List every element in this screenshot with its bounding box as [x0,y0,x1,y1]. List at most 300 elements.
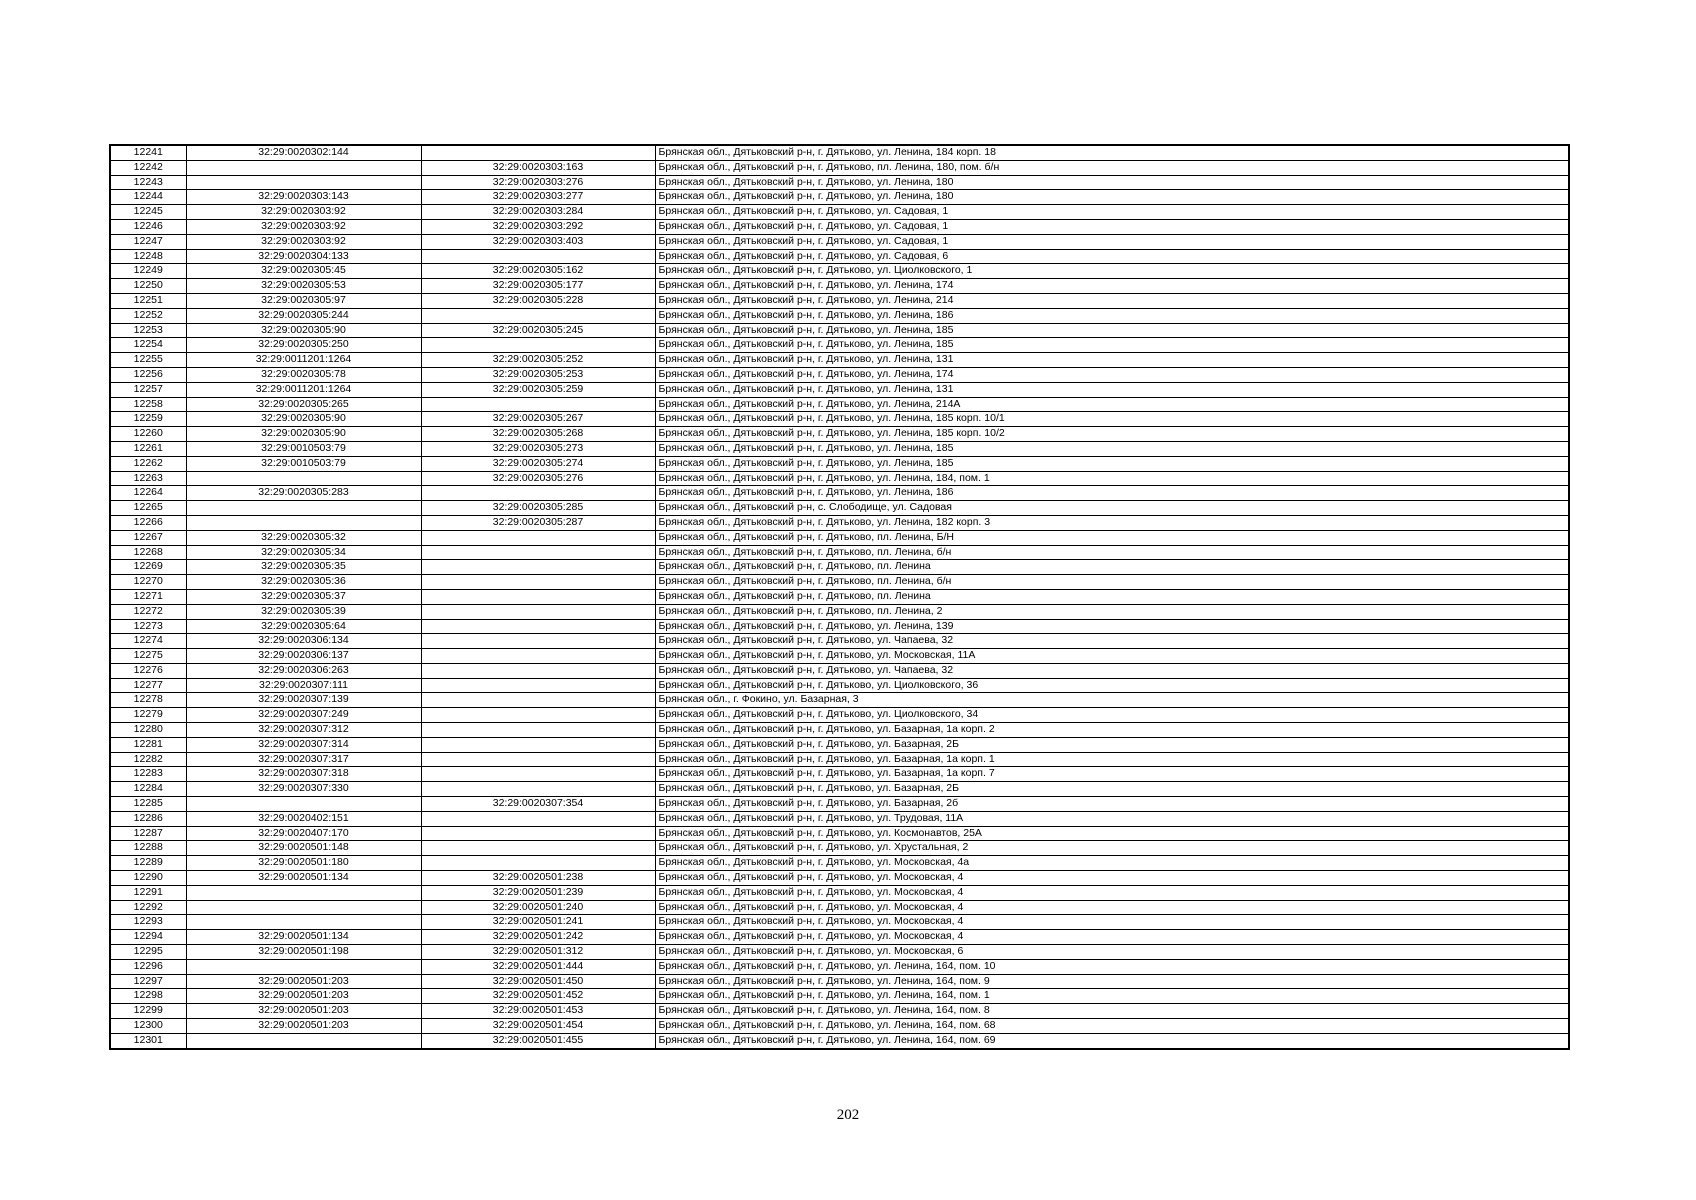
address-cell: Брянская обл., Дятьковский р-н, г. Дятьково, ул. Ленина, 164, пом. 69 [655,1033,1569,1048]
address-cell: Брянская обл., Дятьковский р-н, г. Дятьково, ул. Ленина, 185 корп. 10/1 [655,412,1569,427]
row-number-cell: 12257 [110,382,186,397]
object-cadastral-number-cell [421,782,655,797]
address-cell: Брянская обл., Дятьковский р-н, г. Дятьково, ул. Циолковского, 36 [655,678,1569,693]
land-cadastral-number-cell: 32:29:0011201:1264 [186,353,421,368]
object-cadastral-number-cell [421,752,655,767]
row-number-cell: 12260 [110,427,186,442]
object-cadastral-number-cell: 32:29:0020305:162 [421,264,655,279]
object-cadastral-number-cell: 32:29:0020305:285 [421,501,655,516]
object-cadastral-number-cell: 32:29:0020501:450 [421,974,655,989]
address-cell: Брянская обл., Дятьковский р-н, г. Дятьково, пл. Ленина, 2 [655,604,1569,619]
row-number-cell: 12281 [110,737,186,752]
land-cadastral-number-cell: 32:29:0020304:133 [186,249,421,264]
address-cell: Брянская обл., Дятьковский р-н, г. Дятьково, пл. Ленина [655,589,1569,604]
land-cadastral-number-cell [186,175,421,190]
land-cadastral-number-cell: 32:29:0020306:263 [186,663,421,678]
land-cadastral-number-cell: 32:29:0020305:250 [186,338,421,353]
address-cell: Брянская обл., Дятьковский р-н, г. Дятьково, ул. Ленина, 184 корп. 18 [655,145,1569,160]
table-row [110,708,1569,723]
table-row [110,501,1569,516]
address-cell: Брянская обл., Дятьковский р-н, г. Дятьково, ул. Ленина, 180 [655,175,1569,190]
row-number-cell: 12289 [110,856,186,871]
row-number-cell: 12279 [110,708,186,723]
land-cadastral-number-cell [186,501,421,516]
object-cadastral-number-cell [421,397,655,412]
land-cadastral-number-cell: 32:29:0020305:90 [186,427,421,442]
object-cadastral-number-cell: 32:29:0020305:287 [421,515,655,530]
address-cell: Брянская обл., Дятьковский р-н, г. Дятьково, ул. Московская, 4 [655,915,1569,930]
object-cadastral-number-cell: 32:29:0020501:238 [421,871,655,886]
land-cadastral-number-cell: 32:29:0020305:53 [186,279,421,294]
object-cadastral-number-cell: 32:29:0020501:444 [421,959,655,974]
address-cell: Брянская обл., Дятьковский р-н, г. Дятьково, ул. Ленина, 185 [655,323,1569,338]
address-cell: Брянская обл., Дятьковский р-н, г. Дятьково, ул. Базарная, 2Б [655,737,1569,752]
row-number-cell: 12241 [110,145,186,160]
table-row [110,723,1569,738]
address-cell: Брянская обл., Дятьковский р-н, г. Дятьково, ул. Московская, 4а [655,856,1569,871]
object-cadastral-number-cell: 32:29:0020501:452 [421,989,655,1004]
table-row [110,427,1569,442]
land-cadastral-number-cell: 32:29:0020307:317 [186,752,421,767]
table-row [110,353,1569,368]
land-cadastral-number-cell: 32:29:0020501:134 [186,930,421,945]
row-number-cell: 12299 [110,1004,186,1019]
table-row [110,1004,1569,1019]
object-cadastral-number-cell: 32:29:0020305:253 [421,367,655,382]
table-row [110,811,1569,826]
object-cadastral-number-cell: 32:29:0020303:277 [421,190,655,205]
address-cell: Брянская обл., Дятьковский р-н, г. Дятьково, ул. Садовая, 1 [655,219,1569,234]
table-row [110,930,1569,945]
table-row [110,841,1569,856]
land-cadastral-number-cell: 32:29:0020303:92 [186,234,421,249]
row-number-cell: 12274 [110,634,186,649]
row-number-cell: 12271 [110,589,186,604]
row-number-cell: 12293 [110,915,186,930]
address-cell: Брянская обл., Дятьковский р-н, г. Дятьково, пл. Ленина, 180, пом. б/н [655,160,1569,175]
address-cell: Брянская обл., Дятьковский р-н, г. Дятьково, пл. Ленина, б/н [655,575,1569,590]
table-row [110,323,1569,338]
address-cell: Брянская обл., Дятьковский р-н, г. Дятьково, ул. Ленина, 139 [655,619,1569,634]
address-cell: Брянская обл., Дятьковский р-н, г. Дятьково, ул. Базарная, 1а корп. 7 [655,767,1569,782]
object-cadastral-number-cell [421,723,655,738]
object-cadastral-number-cell [421,308,655,323]
object-cadastral-number-cell: 32:29:0020501:454 [421,1019,655,1034]
table-row [110,279,1569,294]
row-number-cell: 12264 [110,486,186,501]
address-cell: Брянская обл., Дятьковский р-н, г. Дятьково, ул. Московская, 4 [655,871,1569,886]
land-cadastral-number-cell: 32:29:0020305:35 [186,560,421,575]
object-cadastral-number-cell [421,767,655,782]
row-number-cell: 12266 [110,515,186,530]
table-row [110,575,1569,590]
address-cell: Брянская обл., Дятьковский р-н, г. Дятьково, ул. Садовая, 6 [655,249,1569,264]
table-row [110,205,1569,220]
table-row [110,545,1569,560]
object-cadastral-number-cell: 32:29:0020305:177 [421,279,655,294]
address-cell: Брянская обл., Дятьковский р-н, г. Дятьково, ул. Ленина, 174 [655,367,1569,382]
land-cadastral-number-cell: 32:29:0020306:137 [186,649,421,664]
land-cadastral-number-cell: 32:29:0020307:139 [186,693,421,708]
row-number-cell: 12290 [110,871,186,886]
table-row [110,293,1569,308]
address-cell: Брянская обл., Дятьковский р-н, г. Дятьково, ул. Базарная, 2Б [655,782,1569,797]
row-number-cell: 12242 [110,160,186,175]
row-number-cell: 12259 [110,412,186,427]
land-cadastral-number-cell: 32:29:0020305:90 [186,412,421,427]
land-cadastral-number-cell: 32:29:0020307:318 [186,767,421,782]
address-cell: Брянская обл., Дятьковский р-н, г. Дятьково, ул. Ленина, 184, пом. 1 [655,471,1569,486]
address-cell: Брянская обл., Дятьковский р-н, г. Дятьково, ул. Ленина, 185 [655,441,1569,456]
object-cadastral-number-cell [421,589,655,604]
land-cadastral-number-cell [186,160,421,175]
table-row [110,915,1569,930]
land-cadastral-number-cell: 32:29:0020305:90 [186,323,421,338]
row-number-cell: 12270 [110,575,186,590]
object-cadastral-number-cell: 32:29:0020305:276 [421,471,655,486]
address-cell: Брянская обл., Дятьковский р-н, г. Дятьково, ул. Ленина, 186 [655,486,1569,501]
table-row [110,145,1569,160]
land-cadastral-number-cell: 32:29:0020305:37 [186,589,421,604]
object-cadastral-number-cell: 32:29:0020303:292 [421,219,655,234]
table-row [110,856,1569,871]
land-cadastral-number-cell [186,959,421,974]
table-row [110,486,1569,501]
object-cadastral-number-cell: 32:29:0020501:241 [421,915,655,930]
table-row [110,471,1569,486]
row-number-cell: 12298 [110,989,186,1004]
land-cadastral-number-cell: 32:29:0020501:203 [186,989,421,1004]
address-cell: Брянская обл., Дятьковский р-н, г. Дятьково, ул. Ленина, 180 [655,190,1569,205]
row-number-cell: 12250 [110,279,186,294]
row-number-cell: 12252 [110,308,186,323]
object-cadastral-number-cell: 32:29:0020303:276 [421,175,655,190]
table-row [110,338,1569,353]
row-number-cell: 12243 [110,175,186,190]
table-row [110,249,1569,264]
table-row [110,441,1569,456]
object-cadastral-number-cell: 32:29:0020305:259 [421,382,655,397]
object-cadastral-number-cell [421,663,655,678]
row-number-cell: 12263 [110,471,186,486]
address-cell: Брянская обл., Дятьковский р-н, г. Дятьково, ул. Ленина, 131 [655,353,1569,368]
table-row [110,560,1569,575]
address-cell: Брянская обл., Дятьковский р-н, г. Дятьково, ул. Ленина, 185 [655,338,1569,353]
table-row [110,974,1569,989]
address-cell: Брянская обл., Дятьковский р-н, г. Дятьково, ул. Московская, 4 [655,900,1569,915]
row-number-cell: 12285 [110,797,186,812]
row-number-cell: 12295 [110,945,186,960]
object-cadastral-number-cell: 32:29:0020305:252 [421,353,655,368]
table-row [110,663,1569,678]
object-cadastral-number-cell: 32:29:0020501:239 [421,885,655,900]
address-cell: Брянская обл., Дятьковский р-н, г. Дятьково, ул. Садовая, 1 [655,234,1569,249]
address-cell: Брянская обл., Дятьковский р-н, г. Дятьково, ул. Ленина, 185 корп. 10/2 [655,427,1569,442]
object-cadastral-number-cell [421,693,655,708]
address-cell: Брянская обл., Дятьковский р-н, г. Дятьково, ул. Ленина, 185 [655,456,1569,471]
row-number-cell: 12273 [110,619,186,634]
address-cell: Брянская обл., Дятьковский р-н, г. Дятьково, ул. Московская, 11А [655,649,1569,664]
land-cadastral-number-cell: 32:29:0020305:97 [186,293,421,308]
table-row [110,367,1569,382]
land-cadastral-number-cell: 32:29:0020305:39 [186,604,421,619]
land-cadastral-number-cell: 32:29:0020307:330 [186,782,421,797]
object-cadastral-number-cell [421,604,655,619]
land-cadastral-number-cell: 32:29:0020307:314 [186,737,421,752]
row-number-cell: 12284 [110,782,186,797]
object-cadastral-number-cell: 32:29:0020305:267 [421,412,655,427]
table-row [110,219,1569,234]
address-cell: Брянская обл., Дятьковский р-н, г. Дятьково, ул. Ленина, 164, пом. 9 [655,974,1569,989]
object-cadastral-number-cell: 32:29:0020303:403 [421,234,655,249]
address-cell: Брянская обл., Дятьковский р-н, г. Дятьково, ул. Ленина, 131 [655,382,1569,397]
table-row [110,1033,1569,1048]
address-cell: Брянская обл., Дятьковский р-н, г. Дятьково, ул. Ленина, 214А [655,397,1569,412]
object-cadastral-number-cell [421,575,655,590]
object-cadastral-number-cell [421,649,655,664]
land-cadastral-number-cell: 32:29:0020407:170 [186,826,421,841]
land-cadastral-number-cell [186,515,421,530]
land-cadastral-number-cell: 32:29:0020303:92 [186,205,421,220]
row-number-cell: 12277 [110,678,186,693]
address-cell: Брянская обл., Дятьковский р-н, г. Дятьково, ул. Московская, 4 [655,930,1569,945]
row-number-cell: 12253 [110,323,186,338]
table-row [110,767,1569,782]
object-cadastral-number-cell: 32:29:0020303:284 [421,205,655,220]
row-number-cell: 12246 [110,219,186,234]
row-number-cell: 12291 [110,885,186,900]
address-cell: Брянская обл., Дятьковский р-н, г. Дятьково, ул. Базарная, 1а корп. 1 [655,752,1569,767]
table-row [110,175,1569,190]
row-number-cell: 12296 [110,959,186,974]
address-cell: Брянская обл., Дятьковский р-н, г. Дятьково, пл. Ленина [655,560,1569,575]
object-cadastral-number-cell [421,708,655,723]
row-number-cell: 12262 [110,456,186,471]
row-number-cell: 12301 [110,1033,186,1048]
address-cell: Брянская обл., Дятьковский р-н, г. Дятьково, ул. Ленина, 164, пом. 8 [655,1004,1569,1019]
land-cadastral-number-cell: 32:29:0020307:111 [186,678,421,693]
row-number-cell: 12268 [110,545,186,560]
land-cadastral-number-cell: 32:29:0020305:34 [186,545,421,560]
address-cell: Брянская обл., Дятьковский р-н, г. Дятьково, ул. Ленина, 182 корп. 3 [655,515,1569,530]
object-cadastral-number-cell: 32:29:0020501:242 [421,930,655,945]
land-cadastral-number-cell: 32:29:0020305:78 [186,367,421,382]
table-row [110,634,1569,649]
row-number-cell: 12251 [110,293,186,308]
table-row [110,989,1569,1004]
address-cell: Брянская обл., Дятьковский р-н, г. Дятьково, ул. Базарная, 1а корп. 2 [655,723,1569,738]
address-cell: Брянская обл., Дятьковский р-н, г. Дятьково, пл. Ленина, б/н [655,545,1569,560]
object-cadastral-number-cell [421,634,655,649]
table-row [110,782,1569,797]
table-row [110,826,1569,841]
row-number-cell: 12265 [110,501,186,516]
object-cadastral-number-cell [421,486,655,501]
row-number-cell: 12272 [110,604,186,619]
row-number-cell: 12254 [110,338,186,353]
object-cadastral-number-cell [421,826,655,841]
land-cadastral-number-cell [186,915,421,930]
table-row [110,515,1569,530]
land-cadastral-number-cell: 32:29:0020501:148 [186,841,421,856]
table-row [110,752,1569,767]
land-cadastral-number-cell: 32:29:0020306:134 [186,634,421,649]
land-cadastral-number-cell: 32:29:0020501:198 [186,945,421,960]
table-row [110,456,1569,471]
address-cell: Брянская обл., Дятьковский р-н, г. Дятьково, ул. Ленина, 164, пом. 68 [655,1019,1569,1034]
table-row [110,693,1569,708]
object-cadastral-number-cell [421,530,655,545]
row-number-cell: 12278 [110,693,186,708]
land-cadastral-number-cell: 32:29:0011201:1264 [186,382,421,397]
row-number-cell: 12255 [110,353,186,368]
table-row [110,604,1569,619]
land-cadastral-number-cell: 32:29:0020305:265 [186,397,421,412]
address-cell: Брянская обл., Дятьковский р-н, г. Дятьково, ул. Московская, 6 [655,945,1569,960]
land-cadastral-number-cell: 32:29:0020501:203 [186,1004,421,1019]
land-cadastral-number-cell: 32:29:0020307:249 [186,708,421,723]
land-cadastral-number-cell: 32:29:0020501:203 [186,1019,421,1034]
table-row [110,959,1569,974]
row-number-cell: 12276 [110,663,186,678]
table-row [110,190,1569,205]
address-cell: Брянская обл., Дятьковский р-н, г. Дятьково, ул. Космонавтов, 25А [655,826,1569,841]
table-row [110,945,1569,960]
object-cadastral-number-cell [421,249,655,264]
object-cadastral-number-cell: 32:29:0020307:354 [421,797,655,812]
object-cadastral-number-cell: 32:29:0020501:453 [421,1004,655,1019]
object-cadastral-number-cell: 32:29:0020303:163 [421,160,655,175]
row-number-cell: 12300 [110,1019,186,1034]
row-number-cell: 12282 [110,752,186,767]
land-cadastral-number-cell: 32:29:0020307:312 [186,723,421,738]
table-row [110,885,1569,900]
land-cadastral-number-cell: 32:29:0020501:180 [186,856,421,871]
row-number-cell: 12287 [110,826,186,841]
table-row [110,308,1569,323]
table-row [110,160,1569,175]
table-row [110,264,1569,279]
land-cadastral-number-cell: 32:29:0020303:143 [186,190,421,205]
table-row [110,412,1569,427]
land-cadastral-number-cell: 32:29:0020305:36 [186,575,421,590]
object-cadastral-number-cell [421,811,655,826]
table-row [110,649,1569,664]
land-cadastral-number-cell: 32:29:0010503:79 [186,441,421,456]
land-cadastral-number-cell [186,797,421,812]
table-row [110,678,1569,693]
row-number-cell: 12283 [110,767,186,782]
land-cadastral-number-cell: 32:29:0020305:283 [186,486,421,501]
row-number-cell: 12292 [110,900,186,915]
row-number-cell: 12286 [110,811,186,826]
object-cadastral-number-cell [421,678,655,693]
table-row [110,871,1569,886]
object-cadastral-number-cell: 32:29:0020305:245 [421,323,655,338]
object-cadastral-number-cell [421,145,655,160]
registry-table [109,144,1570,1050]
address-cell: Брянская обл., Дятьковский р-н, г. Дятьково, ул. Циолковского, 1 [655,264,1569,279]
land-cadastral-number-cell: 32:29:0010503:79 [186,456,421,471]
object-cadastral-number-cell [421,737,655,752]
object-cadastral-number-cell [421,856,655,871]
row-number-cell: 12288 [110,841,186,856]
address-cell: Брянская обл., Дятьковский р-н, г. Дятьково, ул. Чапаева, 32 [655,634,1569,649]
object-cadastral-number-cell: 32:29:0020305:273 [421,441,655,456]
address-cell: Брянская обл., Дятьковский р-н, г. Дятьково, ул. Ленина, 164, пом. 1 [655,989,1569,1004]
row-number-cell: 12280 [110,723,186,738]
object-cadastral-number-cell: 32:29:0020305:274 [421,456,655,471]
land-cadastral-number-cell: 32:29:0020305:244 [186,308,421,323]
table-row [110,1019,1569,1034]
address-cell: Брянская обл., Дятьковский р-н, г. Дятьково, ул. Московская, 4 [655,885,1569,900]
row-number-cell: 12256 [110,367,186,382]
table-row [110,234,1569,249]
object-cadastral-number-cell: 32:29:0020501:455 [421,1033,655,1048]
object-cadastral-number-cell: 32:29:0020305:268 [421,427,655,442]
address-cell: Брянская обл., Дятьковский р-н, г. Дятьково, ул. Ленина, 174 [655,279,1569,294]
address-cell: Брянская обл., Дятьковский р-н, г. Дятьково, ул. Трудовая, 11А [655,811,1569,826]
address-cell: Брянская обл., Дятьковский р-н, г. Дятьково, ул. Циолковского, 34 [655,708,1569,723]
address-cell: Брянская обл., г. Фокино, ул. Базарная, 3 [655,693,1569,708]
row-number-cell: 12294 [110,930,186,945]
address-cell: Брянская обл., Дятьковский р-н, с. Слободище, ул. Садовая [655,501,1569,516]
row-number-cell: 12269 [110,560,186,575]
land-cadastral-number-cell [186,471,421,486]
page-number: 202 [836,1107,860,1123]
table-row [110,797,1569,812]
table-row [110,737,1569,752]
table-row [110,530,1569,545]
table-row [110,619,1569,634]
land-cadastral-number-cell: 32:29:0020302:144 [186,145,421,160]
table-row [110,900,1569,915]
land-cadastral-number-cell: 32:29:0020305:45 [186,264,421,279]
land-cadastral-number-cell: 32:29:0020402:151 [186,811,421,826]
row-number-cell: 12245 [110,205,186,220]
row-number-cell: 12258 [110,397,186,412]
address-cell: Брянская обл., Дятьковский р-н, г. Дятьково, ул. Ленина, 186 [655,308,1569,323]
object-cadastral-number-cell: 32:29:0020501:240 [421,900,655,915]
land-cadastral-number-cell: 32:29:0020303:92 [186,219,421,234]
object-cadastral-number-cell: 32:29:0020305:228 [421,293,655,308]
row-number-cell: 12267 [110,530,186,545]
address-cell: Брянская обл., Дятьковский р-н, г. Дятьково, ул. Садовая, 1 [655,205,1569,220]
address-cell: Брянская обл., Дятьковский р-н, г. Дятьково, ул. Ленина, 164, пом. 10 [655,959,1569,974]
land-cadastral-number-cell [186,900,421,915]
land-cadastral-number-cell: 32:29:0020501:203 [186,974,421,989]
row-number-cell: 12249 [110,264,186,279]
object-cadastral-number-cell [421,619,655,634]
object-cadastral-number-cell [421,841,655,856]
object-cadastral-number-cell: 32:29:0020501:312 [421,945,655,960]
address-cell: Брянская обл., Дятьковский р-н, г. Дятьково, ул. Хрустальная, 2 [655,841,1569,856]
row-number-cell: 12297 [110,974,186,989]
object-cadastral-number-cell [421,560,655,575]
land-cadastral-number-cell: 32:29:0020305:64 [186,619,421,634]
row-number-cell: 12261 [110,441,186,456]
row-number-cell: 12275 [110,649,186,664]
table-row [110,382,1569,397]
registry-table-body [110,145,1569,1049]
address-cell: Брянская обл., Дятьковский р-н, г. Дятьково, пл. Ленина, Б/Н [655,530,1569,545]
object-cadastral-number-cell [421,338,655,353]
row-number-cell: 12244 [110,190,186,205]
table-row [110,397,1569,412]
address-cell: Брянская обл., Дятьковский р-н, г. Дятьково, ул. Базарная, 2б [655,797,1569,812]
land-cadastral-number-cell: 32:29:0020305:32 [186,530,421,545]
table-row [110,589,1569,604]
